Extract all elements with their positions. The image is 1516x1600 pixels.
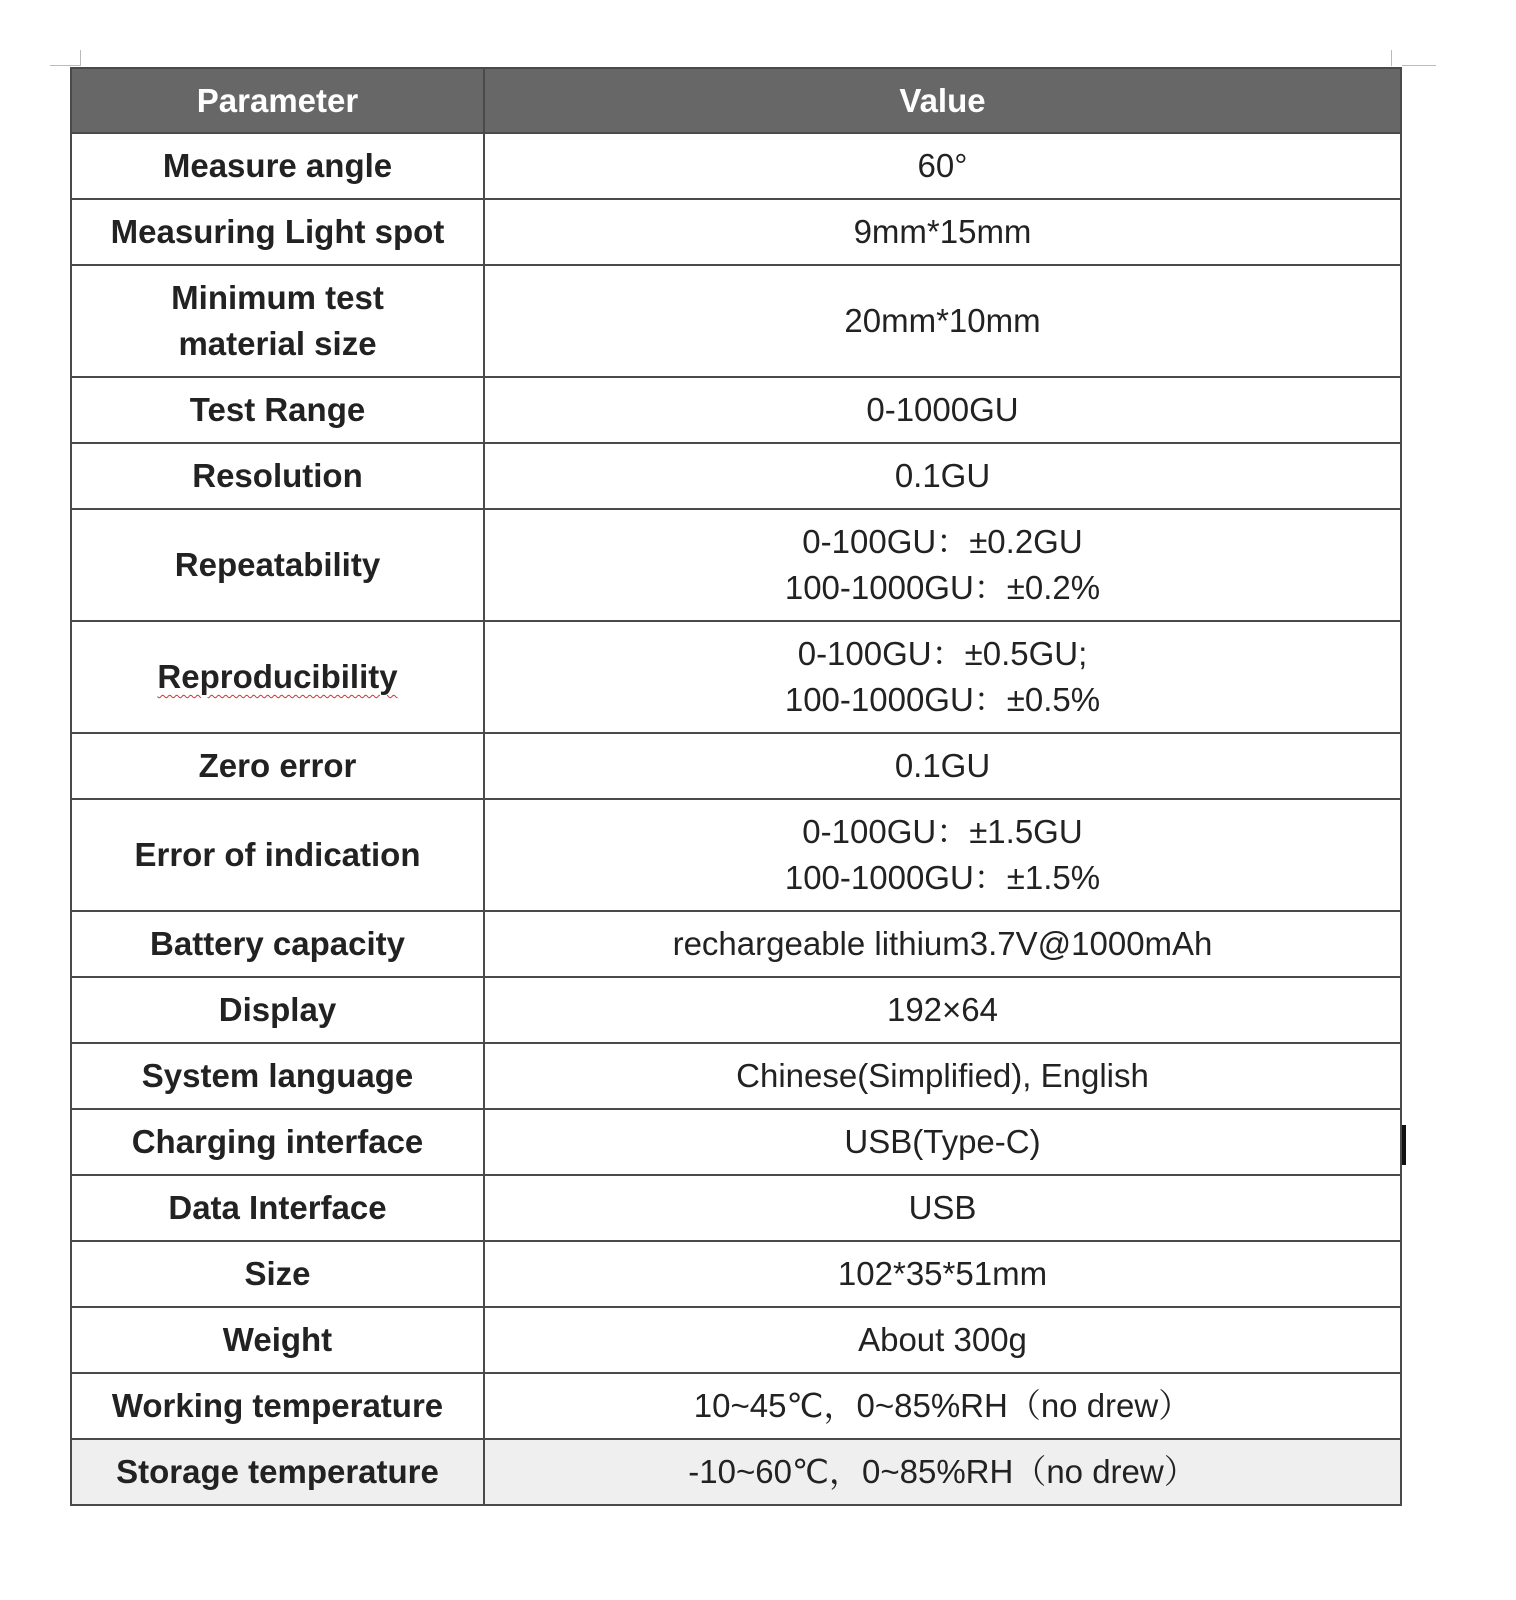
table-row [71, 1241, 1401, 1307]
table-row [71, 133, 1401, 199]
spellcheck-text: Reproducibility [157, 658, 398, 695]
header-value: Value [484, 68, 1401, 133]
value-cell: 10~45℃，0~85%RH（no drew） [484, 1373, 1401, 1439]
table-row [71, 1043, 1401, 1109]
crop-mark [80, 50, 81, 66]
value-cell: 102*35*51mm [484, 1241, 1401, 1307]
table-row [71, 443, 1401, 509]
table-row [71, 1109, 1401, 1175]
table-row [71, 977, 1401, 1043]
crop-mark [1402, 65, 1436, 66]
table-row [71, 1439, 1401, 1505]
table-row [71, 1175, 1401, 1241]
table-row [71, 377, 1401, 443]
table-row [71, 1307, 1401, 1373]
value-cell: rechargeable lithium3.7V@1000mAh [484, 911, 1401, 977]
table-row [71, 733, 1401, 799]
value-cell: 0.1GU [484, 733, 1401, 799]
value-cell: 0-100GU：±0.2GU 100-1000GU：±0.2% [484, 509, 1401, 621]
parameter-cell: Size [71, 1241, 484, 1307]
table-row [71, 621, 1401, 733]
value-cell: Chinese(Simplified), English [484, 1043, 1401, 1109]
value-cell: 0-100GU：±0.5GU; 100-1000GU：±0.5% [484, 621, 1401, 733]
crop-mark [1391, 50, 1392, 66]
value-cell: 0-100GU：±1.5GU 100-1000GU：±1.5% [484, 799, 1401, 911]
value-cell: 0.1GU [484, 443, 1401, 509]
parameter-cell: Display [71, 977, 484, 1043]
value-cell: USB(Type-C) [484, 1109, 1401, 1175]
parameter-cell: Weight [71, 1307, 484, 1373]
parameter-cell [71, 621, 484, 733]
table-row [71, 199, 1401, 265]
header-parameter: Parameter [71, 68, 484, 133]
parameter-cell: Minimum test material size [71, 265, 484, 377]
parameter-cell: System language [71, 1043, 484, 1109]
parameter-cell: Working temperature [71, 1373, 484, 1439]
value-cell: USB [484, 1175, 1401, 1241]
value-cell: 192×64 [484, 977, 1401, 1043]
table-header-row [71, 68, 1401, 133]
value-cell: 0-1000GU [484, 377, 1401, 443]
value-cell: 60° [484, 133, 1401, 199]
parameter-cell: Charging interface [71, 1109, 484, 1175]
parameter-cell: Test Range [71, 377, 484, 443]
parameter-cell: Repeatability [71, 509, 484, 621]
parameter-cell: Measuring Light spot [71, 199, 484, 265]
value-cell: -10~60℃，0~85%RH（no drew） [484, 1439, 1401, 1505]
value-cell: 20mm*10mm [484, 265, 1401, 377]
crop-mark [50, 65, 80, 66]
table-row [71, 911, 1401, 977]
parameter-cell: Data Interface [71, 1175, 484, 1241]
text-cursor [1402, 1125, 1406, 1165]
parameter-cell: Storage temperature [71, 1439, 484, 1505]
parameter-cell: Error of indication [71, 799, 484, 911]
table-row [71, 509, 1401, 621]
table-row [71, 1373, 1401, 1439]
parameter-cell: Measure angle [71, 133, 484, 199]
parameter-cell: Zero error [71, 733, 484, 799]
parameter-cell: Battery capacity [71, 911, 484, 977]
table-row [71, 799, 1401, 911]
table-row [71, 265, 1401, 377]
value-cell: 9mm*15mm [484, 199, 1401, 265]
value-cell: About 300g [484, 1307, 1401, 1373]
parameter-cell: Resolution [71, 443, 484, 509]
spec-table [70, 67, 1402, 1506]
